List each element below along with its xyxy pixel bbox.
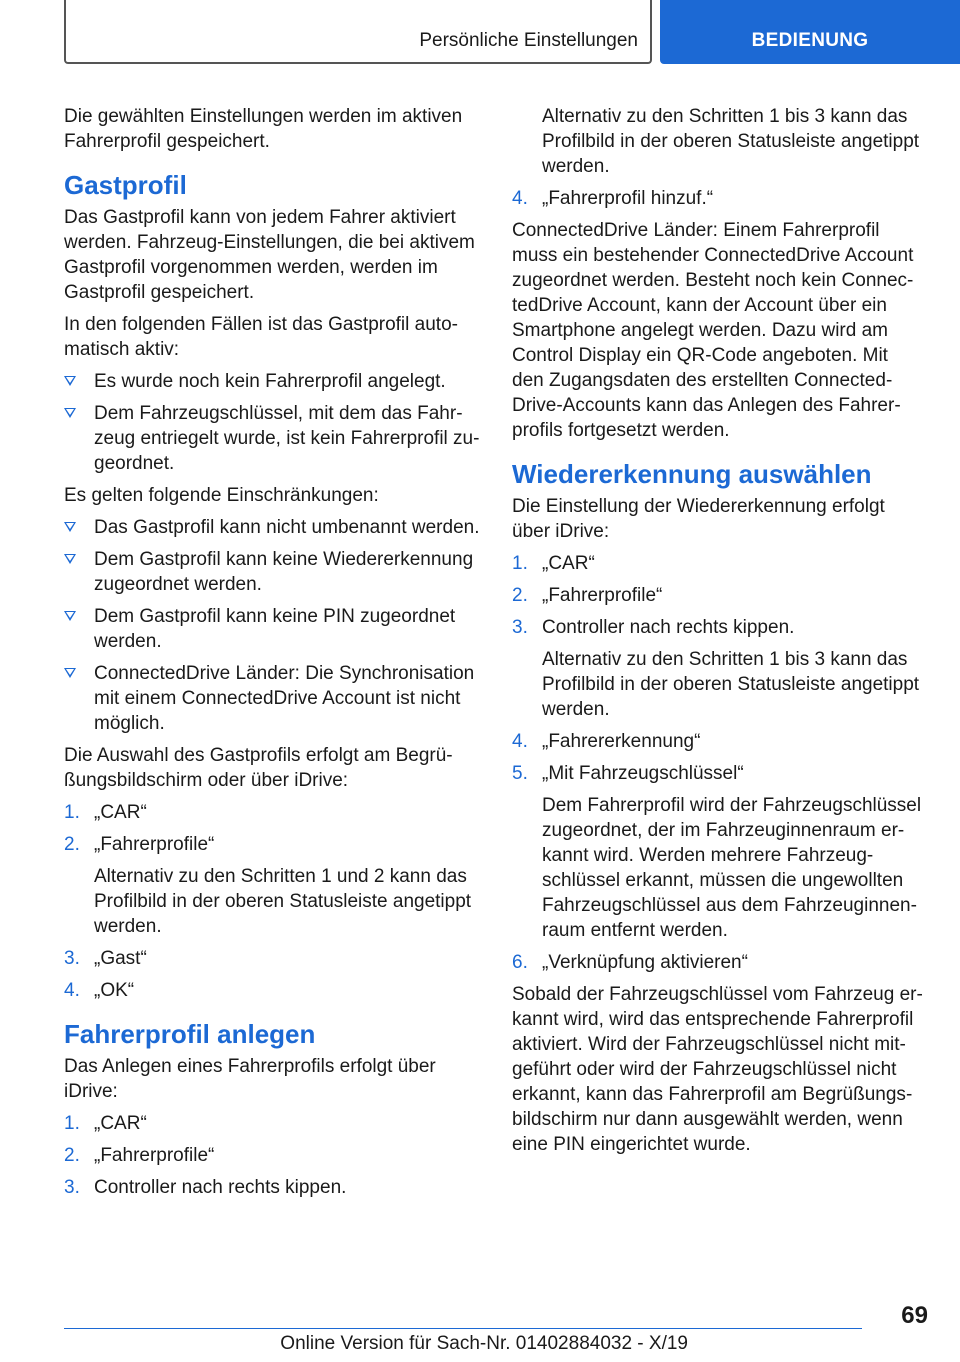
- intro-paragraph: Die gewählten Einstellungen werden im aktiven Fahrerprofil gespeichert.: [64, 106, 463, 152]
- step-number: 3.: [64, 1177, 80, 1198]
- step-item: 1. „CAR“: [64, 1113, 147, 1134]
- list-item: Dem Fahrzeugschlüssel, mit dem das Fahrzeug entriegelt wurde, ist kein Fahrerprofil zugeordnet.: [64, 401, 480, 476]
- page-header: [64, 0, 960, 64]
- section-title: Persönliche Einstellungen: [419, 30, 638, 51]
- chapter-title: BEDIENUNG: [751, 30, 869, 51]
- gast-paragraph-4: Die Auswahl des Gastprofils erfolgt am Begrüßungsbildschirm oder über iDrive:: [64, 745, 453, 791]
- step-item: 6. „Verknüpfung aktivieren“: [512, 952, 748, 973]
- step-item: 3. Controller nach rechts kippen.: [512, 617, 795, 638]
- gast-paragraph-2: In den folgenden Fällen ist das Gastprofil automatisch aktiv:: [64, 314, 458, 360]
- step-item: 1. „CAR“: [512, 553, 595, 574]
- connecteddrive-paragraph: ConnectedDrive Länder: Einem Fahrerprofil muss ein bestehender ConnectedDrive Account zugeordnet werden. Besteht noch kein ConnectedDrive Account, kann der Account über ein Smartphone angelegt werden. Dazu wird am Control Display ein QR-Code angeboten. Mit den Zugangsdaten des erstellten ConnectedDrive-Accounts kann das Anlegen des Fahrerprofils fortgesetzt werden.: [512, 220, 914, 441]
- step-number: 1.: [64, 802, 80, 823]
- step-number: 3.: [64, 948, 80, 969]
- footer-version: Online Version für Sach-Nr. 01402884032 - X/19: [280, 1333, 688, 1354]
- step-item: 3. Controller nach rechts kippen.: [64, 1177, 347, 1198]
- wieder-paragraph-2: Sobald der Fahrzeugschlüssel vom Fahrzeug erkannt wird, wird das entsprechende Fahrerprofil aktiviert. Wird der Fahrzeugschlüssel nicht mitgeführt oder wird der Fahrzeugschlüssel nicht erkannt, kann das Fahrerprofil am Begrüßungsbildschirm nur dann ausgewählt werden, wenn eine PIN eingerichtet wurde.: [512, 984, 923, 1155]
- step-number: 4.: [64, 980, 80, 1001]
- list-item: ConnectedDrive Länder: Die Synchronisation mit einem ConnectedDrive Account ist nicht möglich.: [64, 661, 480, 736]
- step-note: Alternativ zu den Schritten 1 bis 3 kann das Profilbild in der oberen Statusleiste angetippt werden.: [542, 649, 920, 720]
- right-column: [512, 104, 924, 1164]
- list-item: Dem Gastprofil kann keine PIN zugeordnet werden.: [64, 604, 480, 654]
- triangle-bullet-icon: [64, 554, 76, 564]
- gast-paragraph-1: Das Gastprofil kann von jedem Fahrer aktiviert werden. Fahrzeug-Einstellungen, die bei aktivem Gastprofil vorgenommen werden, werden im Gastprofil gespeichert.: [64, 207, 475, 303]
- step-item: 4. „OK“: [64, 980, 135, 1001]
- left-column: [64, 104, 480, 1207]
- chapter-tab: [660, 0, 960, 64]
- step-note: Alternativ zu den Schritten 1 und 2 kann das Profilbild in der oberen Statusleiste angetippt werden.: [94, 866, 472, 937]
- step-note: Dem Fahrerprofil wird der Fahrzeugschlüssel zugeordnet, der im Fahrzeuginnenraum erkannt wird. Werden mehrere Fahrzeugschlüssel erkannt, müssen die ungewollten Fahrzeugschlüssel aus dem Fahrzeuginnenraum entfernt werden.: [542, 795, 922, 941]
- list-item: Es wurde noch kein Fahrerprofil angelegt.: [64, 369, 480, 394]
- heading-fahrerprofil-anlegen: Fahrerprofil anlegen: [64, 1019, 316, 1049]
- step-number: 2.: [512, 585, 528, 606]
- step-item: 5. „Mit Fahrzeugschlüssel“: [512, 763, 744, 784]
- list-item: Dem Gastprofil kann keine Wiedererkennung zugeordnet werden.: [64, 547, 480, 597]
- page-number: 69: [901, 1302, 928, 1329]
- step-number: 4.: [512, 731, 528, 752]
- step-number: 1.: [512, 553, 528, 574]
- gast-paragraph-3: Es gelten folgende Einschränkungen:: [64, 485, 379, 506]
- triangle-bullet-icon: [64, 611, 76, 621]
- step-item: 3. „Gast“: [64, 948, 147, 969]
- step-note: Alternativ zu den Schritten 1 bis 3 kann das Profilbild in der oberen Statusleiste angetippt werden.: [542, 106, 920, 177]
- list-item: Das Gastprofil kann nicht umbenannt werden.: [64, 515, 480, 540]
- triangle-bullet-icon: [64, 376, 76, 386]
- step-number: 2.: [64, 834, 80, 855]
- triangle-bullet-icon: [64, 522, 76, 532]
- step-number: 3.: [512, 617, 528, 638]
- heading-wiedererkennung: Wiedererkennung auswählen: [512, 459, 872, 489]
- triangle-bullet-icon: [64, 668, 76, 678]
- step-item: 2. „Fahrerprofile“: [512, 585, 663, 606]
- anlegen-paragraph: Das Anlegen eines Fahrerprofils erfolgt über iDrive:: [64, 1056, 436, 1102]
- step-number: 5.: [512, 763, 528, 784]
- triangle-bullet-icon: [64, 408, 76, 418]
- step-number: 2.: [64, 1145, 80, 1166]
- step-number: 6.: [512, 952, 528, 973]
- heading-gastprofil: Gastprofil: [64, 170, 187, 200]
- step-item: 4. „Fahrerprofil hinzuf.“: [512, 188, 714, 209]
- step-number: 4.: [512, 188, 528, 209]
- step-item: 2. „Fahrerprofile“: [64, 834, 215, 855]
- section-tab: [64, 0, 652, 64]
- step-number: 1.: [64, 1113, 80, 1134]
- step-item: 4. „Fahrererkennung“: [512, 731, 701, 752]
- step-item: 2. „Fahrerprofile“: [64, 1145, 215, 1166]
- step-item: 1. „CAR“: [64, 802, 147, 823]
- wieder-paragraph-1: Die Einstellung der Wiedererkennung erfolgt über iDrive:: [512, 496, 885, 542]
- footer-rule: [64, 1328, 862, 1329]
